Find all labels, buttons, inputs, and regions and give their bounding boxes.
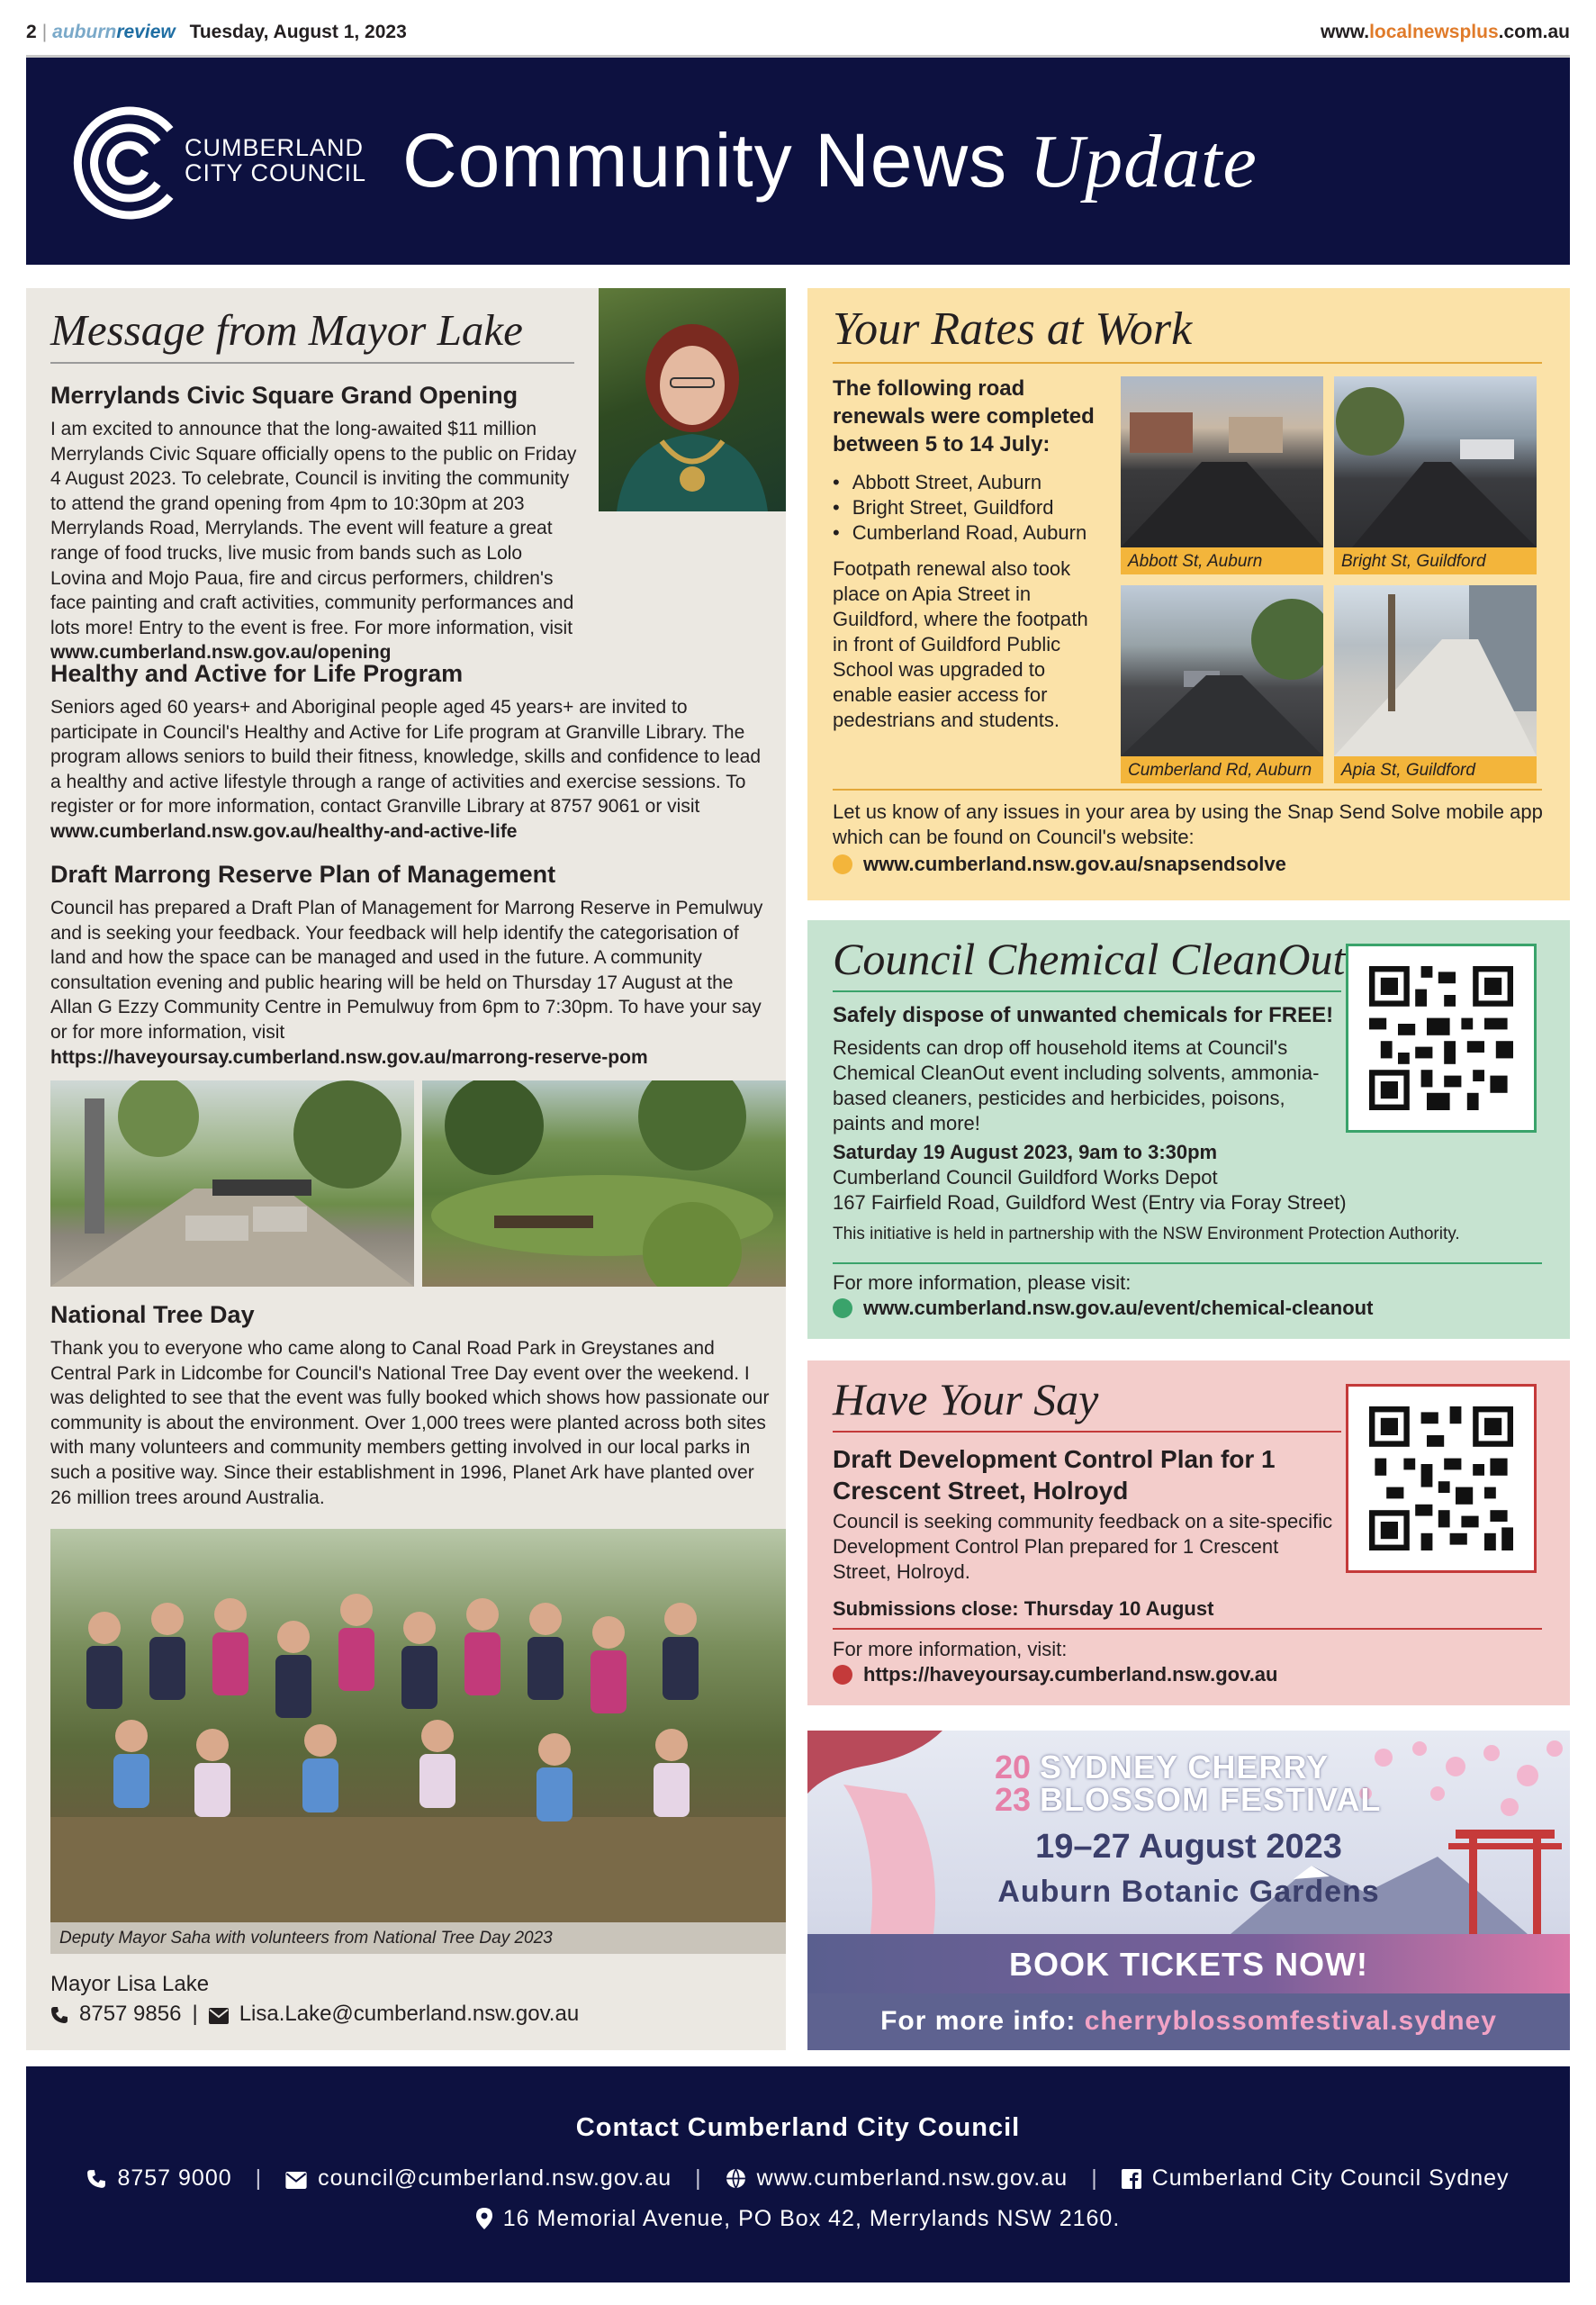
road-photo-bright [1334,376,1537,547]
section-body-text: Council has prepared a Draft Plan of Management for Marrong Reserve in Pemulwuy and is seeking your feedback. Your feedback will help identify the categorisation of land and how the space can be managed and used in the future. A community consultation evening and public hearing will be held on Thursday 17 August at the Allan G Ezzy Community Centre in Pemulwuy from 6pm to 7:30pm. To have your say or for more information, visit [50,898,763,1043]
road-photo-abbott [1121,376,1323,547]
phone-icon [86,2169,106,2189]
snap-send-solve-link[interactable] [833,853,1286,876]
cherry-blossom-ad[interactable] [807,1731,1570,2050]
list-item: • Cumberland Road, Auburn [833,520,1087,546]
council-website[interactable]: www.cumberland.nsw.gov.au [756,2165,1069,2191]
festival-dates: 19–27 August 2023 [1035,1828,1342,1866]
council-email[interactable]: council@cumberland.nsw.gov.au [318,2165,672,2191]
chemical-cleanout-panel [807,920,1570,1339]
photo-caption: Bright St, Guildford [1334,547,1537,574]
web-icon [833,1298,852,1318]
mayor-contact [50,2002,579,2027]
footpath-note: Footpath renewal also took place on Apia Street in Guildford, where the footpath in front of Guildford Public School was upgraded to enable easier access for pedestrians and students. [833,557,1088,731]
festival-info-link[interactable]: cherryblossomfestival.sydney [1084,2006,1497,2036]
more-info-label: For more information, please visit: [833,1271,1132,1294]
event-location-line2: 167 Fairfield Road, Guildford West (Entry via Foray Street) [833,1191,1347,1214]
title-divider [833,362,1542,364]
location-pin-icon [476,2208,492,2229]
section-body [50,896,771,1070]
chemical-subtitle: Safely dispose of unwanted chemicals for FREE! [833,1003,1334,1027]
page-number: 2 [26,22,37,42]
link-text: www.cumberland.nsw.gov.au/event/chemical-cleanout [863,1297,1374,1319]
photo-caption: Deputy Mayor Saha with volunteers from National Tree Day 2023 [50,1922,786,1954]
reserve-lawn-illustration [422,1080,786,1287]
chemical-body: Residents can drop off household items at Council's Chemical CleanOut event including solvents, ammonia-based cleaners, pesticides and herbicides, poisons, paints and more! [833,1036,1320,1134]
mayor-photo [599,288,786,511]
council-address: 16 Memorial Avenue, PO Box 42, Merrylands NSW 2160. [502,2206,1121,2231]
section-body-text: I am excited to announce that the long-awaited $11 million Merrylands Civic Square officially opens to the public on Friday 4 August 2023. To celebrate, Council is inviting the community to attend the grand opening from 4pm to 10:30pm at 203 Merrylands Road, Merrylands. The event will feature a great range of food trucks, live music from bands such as Lolo Lovina and Mojo Paua, fire and circus performers, children's face painting and craft activities, community performances and lots more! Entry to the event is free. For more information, visit [50,419,577,638]
section-heading: Healthy and Active for Life Program [50,660,464,687]
festival-year-top: 20 [995,1749,1032,1785]
have-your-say-link[interactable] [833,1663,1277,1686]
globe-icon [726,2168,746,2189]
chemical-cleanout-link[interactable] [833,1297,1373,1320]
partnership-note: This initiative is held in partnership with the NSW Environment Protection Authority. [833,1225,1460,1243]
masthead-title [402,117,1258,205]
submissions-close: Submissions close: Thursday 10 August [833,1597,1214,1620]
council-wordmark-line2: CITY COUNCIL [185,159,367,186]
footer-title: Contact Cumberland City Council [575,2113,1021,2142]
contact-separator: | [192,2002,198,2026]
rates-at-work-panel [807,288,1570,900]
section-body-text: Thank you to everyone who came along to Canal Road Park in Greystanes and Central Park in Lidcombe for Council's National Tree Day event over the weekend. I was delighted to see that the event was fully booked which shows how passionate our community is about the environment. Over 1,000 trees were planted across both sites with many volunteers and community members getting involved in our local parks in such a positive way. Since their establishment in 1996, Planet Ark have planted over 26 million trees around Australia. [50,1338,770,1508]
footpath-illustration [1334,585,1537,756]
section-heading: National Tree Day [50,1301,255,1328]
section-body [50,695,771,845]
have-your-say-title: Have Your Say [833,1374,1099,1424]
section-body [50,1336,771,1510]
footer-address-row [26,2206,1570,2232]
mayor-message-panel [26,288,786,2050]
council-wordmark-line1: CUMBERLAND [185,134,365,161]
site-prefix: www. [1321,22,1370,42]
snap-send-solve-note: Let us know of any issues in your area by using the Snap Send Solve mobile app which can be found on Council's website: [833,800,1543,848]
title-divider [833,1431,1341,1433]
festival-info-label: For more info: [880,2006,1077,2036]
link-text: https://haveyoursay.cumberland.nsw.gov.au [863,1663,1278,1686]
section-heading: Draft Marrong Reserve Plan of Management [50,861,556,888]
mayor-name: Mayor Lisa Lake [50,1972,210,1996]
marrong-reserve-photo-2 [422,1080,786,1287]
title-divider [50,362,574,364]
section-link[interactable]: www.cumberland.nsw.gov.au/opening [50,642,392,664]
festival-title-line2: BLOSSOM FESTIVAL [1040,1781,1382,1818]
section-link[interactable]: https://haveyoursay.cumberland.nsw.gov.au/marrong-reserve-pom [50,1046,648,1068]
mayor-phone[interactable]: 8757 9856 [79,2002,182,2026]
book-tickets-button[interactable]: BOOK TICKETS NOW! [807,1934,1570,1993]
section-divider [833,1262,1542,1264]
road-illustration [1334,376,1537,547]
qr-code-icon [1348,946,1534,1130]
rates-lead: The following road renewals were completed between 5 to 14 July: [833,376,1095,456]
tree-day-group-photo [50,1529,786,1922]
footpath-photo-apia [1334,585,1537,756]
chemical-title: Council Chemical CleanOut [833,934,1346,984]
event-date: Saturday 19 August 2023, 9am to 3:30pm [833,1141,1218,1163]
footer-separator: | [695,2165,702,2191]
section-body [50,417,582,665]
publication-brand-part1: auburn [52,22,117,42]
page-folio [26,22,407,43]
marrong-reserve-photo-1 [50,1080,414,1287]
road-illustration [1121,585,1323,756]
chemical-qr-code[interactable] [1346,944,1537,1133]
road-illustration [1121,376,1323,547]
have-your-say-body: Council is seeking community feedback on a site-specific Development Control Plan prepared for 1 Crescent Street, Holroyd. [833,1510,1333,1583]
photo-caption: Apia St, Guildford [1334,756,1537,783]
publication-brand-part2: review [116,22,176,42]
rates-title: Your Rates at Work [833,303,1193,355]
photo-caption: Abbott St, Auburn [1121,547,1323,574]
section-divider [833,789,1542,791]
masthead-title-plain: Community News [402,118,1008,203]
festival-venue: Auburn Botanic Gardens [997,1875,1380,1909]
publisher-website[interactable] [1321,22,1570,43]
have-your-say-qr-code[interactable] [1346,1384,1537,1573]
list-item: • Bright Street, Guildford [833,495,1087,520]
section-heading: Merrylands Civic Square Grand Opening [50,382,518,409]
web-icon [833,854,852,874]
masthead-title-italic: Update [1029,120,1258,203]
council-phone[interactable]: 8757 9000 [117,2165,232,2191]
photo-caption: Cumberland Rd, Auburn [1121,756,1323,783]
council-wordmark [185,135,366,185]
list-item: • Abbott Street, Auburn [833,470,1087,495]
footer-separator: | [255,2165,263,2191]
site-highlight: localnewsplus [1369,22,1499,42]
masthead [26,58,1570,265]
page-header-strip [26,13,1570,58]
have-your-say-panel [807,1360,1570,1705]
issue-date: Tuesday, August 1, 2023 [189,22,407,42]
email-icon [209,2008,229,2024]
facebook-icon [1122,2169,1141,2189]
section-body-text: Seniors aged 60 years+ and Aboriginal people aged 45 years+ are invited to participate in Council's Healthy and Active for Life program at Granville Library. The program allows seniors to build their fitness, knowledge, skills and confidence to lead a healthy and active lifestyle through a range of activities and exercise sessions. To register or for more information, contact Granville Library at 8757 9061 or visit [50,697,762,818]
road-photo-cumberland [1121,585,1323,756]
footer-separator: | [1091,2165,1098,2191]
volunteers-illustration [50,1529,786,1922]
festival-info [807,1993,1570,2050]
footer-contact-row [26,2165,1570,2192]
mayor-message-title: Message from Mayor Lake [50,305,523,355]
council-logo-icon [64,95,199,230]
event-location-line1: Cumberland Council Guildford Works Depot [833,1166,1218,1189]
site-suffix: .com.au [1498,22,1570,42]
qr-code-icon [1348,1387,1534,1570]
contact-footer [26,2066,1570,2282]
phone-icon [50,2006,68,2024]
title-divider [833,990,1341,992]
section-link[interactable]: www.cumberland.nsw.gov.au/healthy-and-active-life [50,820,518,842]
festival-title-line1: SYDNEY CHERRY [1040,1749,1330,1785]
council-facebook[interactable]: Cumberland City Council Sydney [1151,2165,1510,2191]
road-list [833,470,1087,546]
more-info-label: For more information, visit: [833,1638,1068,1660]
mayor-portrait-illustration [599,288,786,511]
web-icon [833,1665,852,1685]
link-text: www.cumberland.nsw.gov.au/snapsendsolve [863,853,1286,875]
folio-separator: | [41,22,48,42]
section-divider [833,1628,1542,1630]
have-your-say-subtitle: Draft Development Control Plan for 1 Crescent Street, Holroyd [833,1445,1276,1505]
email-icon [285,2172,307,2189]
reserve-path-illustration [50,1080,414,1287]
mayor-email[interactable]: Lisa.Lake@cumberland.nsw.gov.au [239,2002,580,2026]
festival-year-bottom: 23 [995,1781,1032,1818]
